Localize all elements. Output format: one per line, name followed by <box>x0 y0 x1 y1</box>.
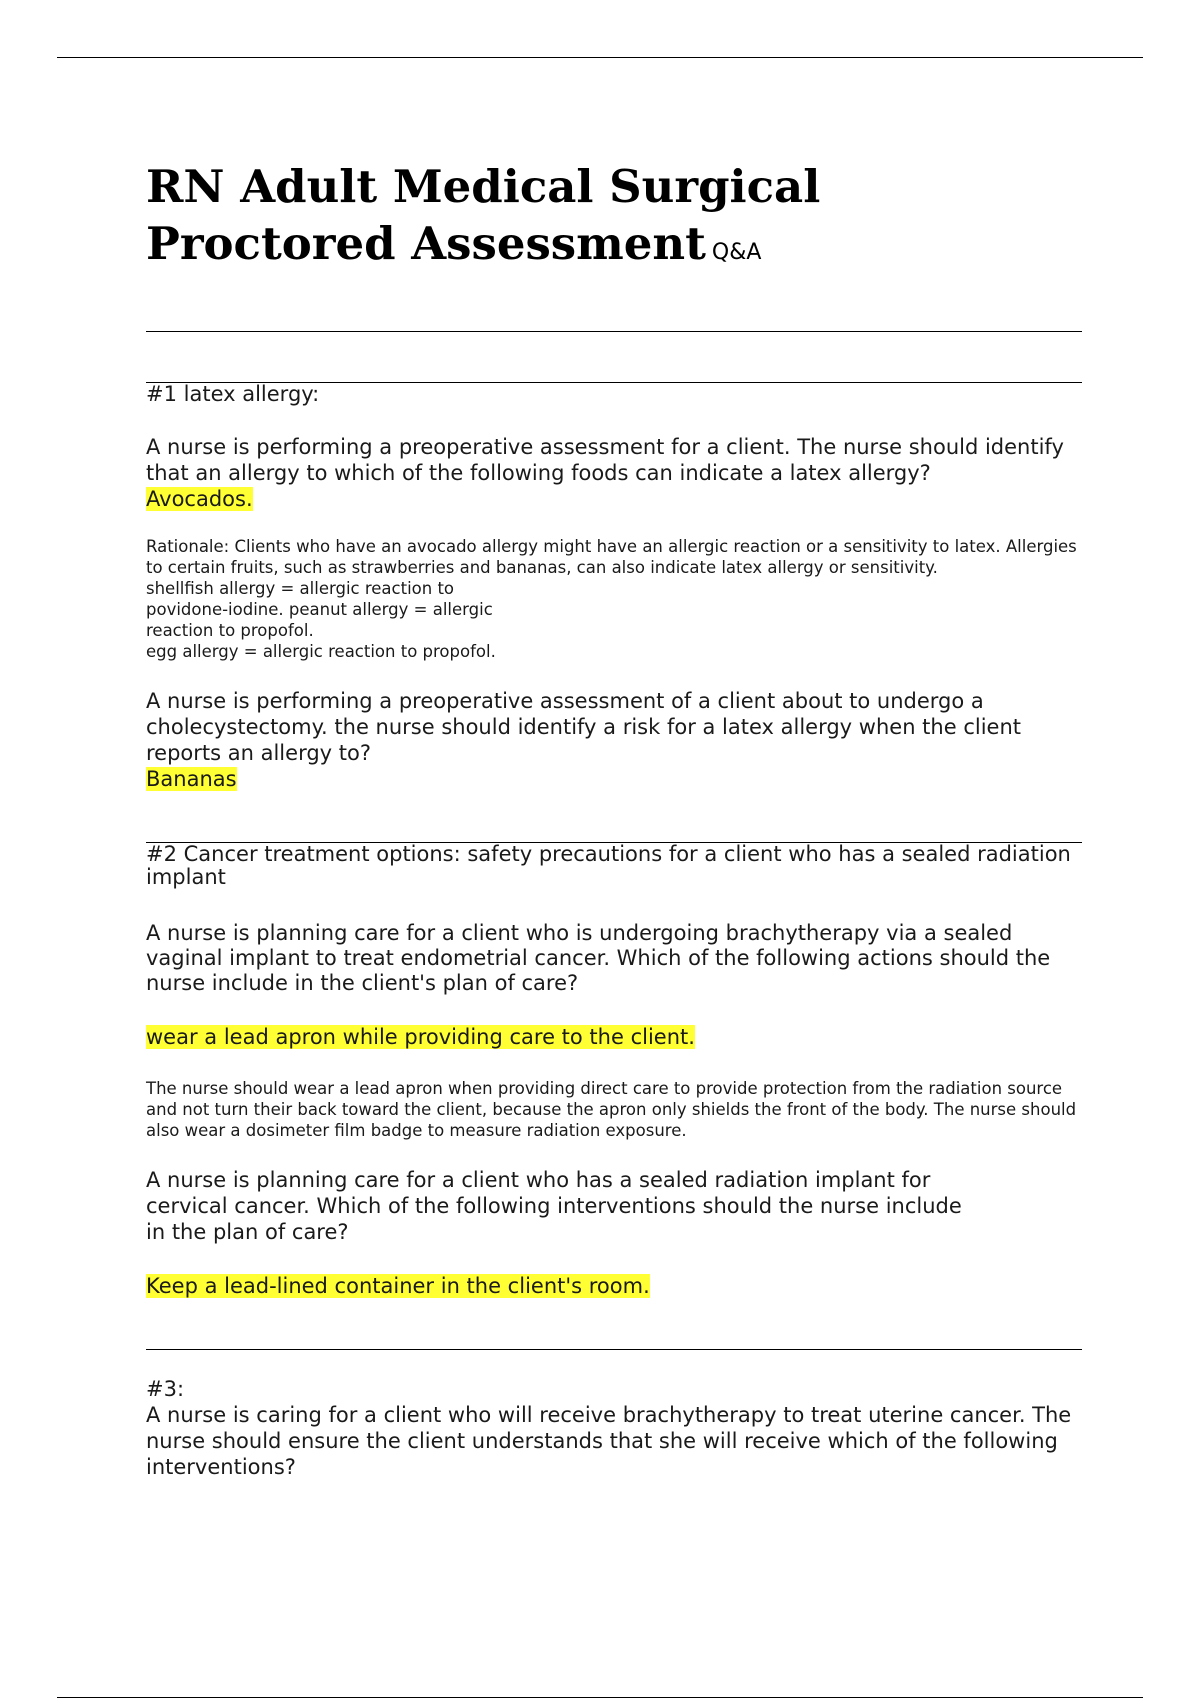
section-2-answer-1 <box>146 1024 1082 1050</box>
section-1-answer-2-highlight: Bananas <box>146 767 237 791</box>
section-2-answer-2 <box>146 1273 1082 1299</box>
section-1-note-2: povidone-iodine. peanut allergy = allergic <box>146 600 493 619</box>
document-body <box>146 158 1082 1480</box>
section-1-rationale: Rationale: Clients who have an avocado allergy might have an allergic reaction or a sensitivity to latex. Allergies to certain fruits, such as strawberries and bananas, can also indicate latex allergy or sensitivity. <box>146 537 1077 577</box>
page-bottom-rule <box>57 1697 1143 1698</box>
title-line-1: RN Adult Medical Surgical <box>146 160 821 213</box>
section-2-answer-2-highlight: Keep a lead-lined container in the client's room. <box>146 1274 650 1298</box>
section-1-note-4: egg allergy = allergic reaction to propofol. <box>146 642 496 661</box>
section-1-answer-1-highlight: Avocados. <box>146 487 253 511</box>
section-2-question-1: A nurse is planning care for a client who is undergoing brachytherapy via a sealed vaginal implant to treat endometrial cancer. Which of the following actions should the nurse include in the client's plan of care? <box>146 921 1051 995</box>
section-1-note-3: reaction to propofol. <box>146 621 314 640</box>
section-1-answer-1 <box>146 486 1082 512</box>
document-title <box>146 158 1082 281</box>
page-top-rule <box>57 57 1143 58</box>
title-divider <box>146 331 1082 332</box>
section-1-question-1: A nurse is performing a preoperative assessment for a client. The nurse should identify that an allergy to which of the following foods can indicate a latex allergy? <box>146 435 1064 485</box>
section-2-question-2-line-2: cervical cancer. Which of the following interventions should the nurse include <box>146 1194 962 1218</box>
title-tag: Q&A <box>711 240 762 265</box>
section-1-heading: #1 latex allergy: <box>146 382 320 406</box>
section-2-question-2 <box>146 1167 1082 1245</box>
section-2-rationale: The nurse should wear a lead apron when providing direct care to provide protection from the radiation source and not turn their back toward the client, because the apron only shields the front of the body. The nurse should also wear a dosimeter film badge to measure radiation exposure. <box>146 1079 1077 1140</box>
section-1-note-1: shellfish allergy = allergic reaction to <box>146 579 455 598</box>
section-3-heading: #3: <box>146 1377 185 1401</box>
section-2-answer-1-highlight: wear a lead apron while providing care to the client. <box>146 1025 695 1049</box>
title-line-2: Proctored Assessment <box>146 217 706 270</box>
section-1-question-2: A nurse is performing a preoperative assessment of a client about to undergo a cholecystectomy. the nurse should identify a risk for a latex allergy when the client reports an allergy to? <box>146 689 1021 765</box>
section-1-answer-2 <box>146 766 1082 792</box>
section-2-question-2-line-1: A nurse is planning care for a client who has a sealed radiation implant for <box>146 1168 931 1192</box>
section-2-heading: #2 Cancer treatment options: safety precautions for a client who has a sealed radiation implant <box>146 842 1071 889</box>
section-3-divider <box>146 1349 1082 1350</box>
section-2-question-2-line-3: in the plan of care? <box>146 1220 349 1244</box>
section-3-question-1: A nurse is caring for a client who will receive brachytherapy to treat uterine cancer. The nurse should ensure the client understands that she will receive which of the following interventions? <box>146 1403 1072 1479</box>
